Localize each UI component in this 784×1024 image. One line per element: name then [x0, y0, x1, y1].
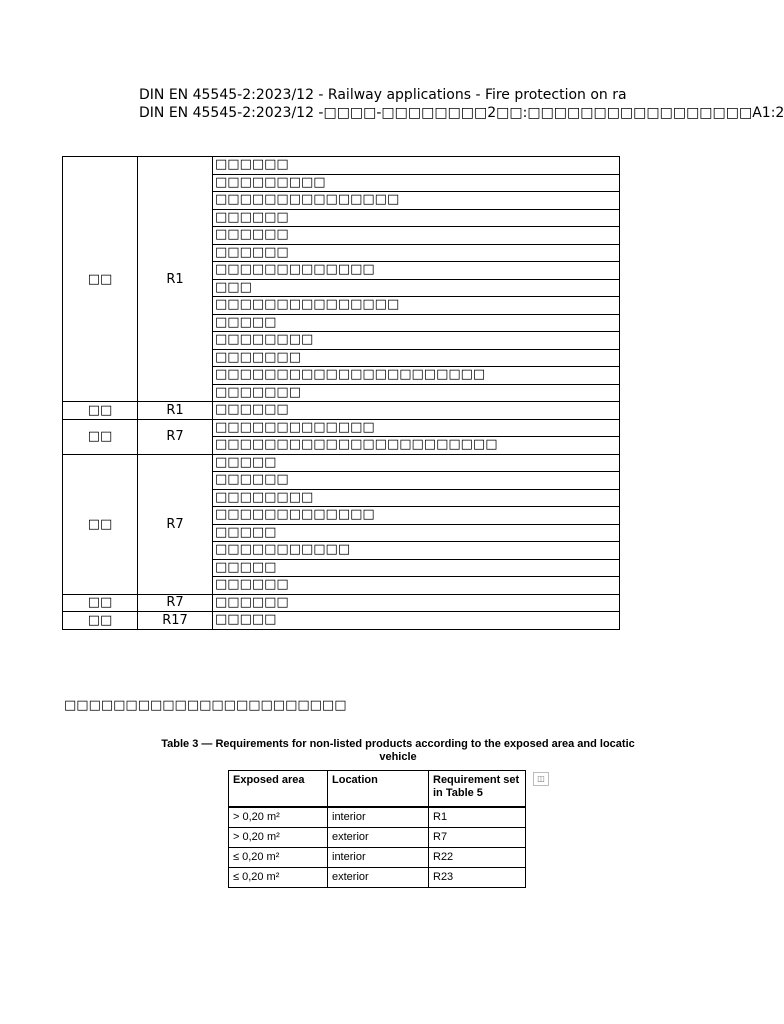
component-cell: □□□□□□□ [213, 384, 620, 402]
requirement-cell: R17 [138, 612, 213, 630]
component-cell: □□□□□ [213, 454, 620, 472]
table-row [63, 157, 620, 175]
component-requirements-table [62, 156, 620, 630]
component-cell: □□□□□□□□□□□□□□□ [213, 192, 620, 210]
zone-cell: □□ [63, 402, 138, 420]
table-row [63, 612, 620, 630]
component-cell: □□□□□□□ [213, 349, 620, 367]
zone-cell: □□ [63, 612, 138, 630]
zone-cell: □□ [63, 419, 138, 454]
component-cell: □□□□□ [213, 559, 620, 577]
table-row [229, 868, 526, 888]
component-cell: □□□□□□□□□□□ [213, 542, 620, 560]
component-requirements-body [63, 157, 620, 630]
component-cell: □□□□□□ [213, 472, 620, 490]
header-location: Location [328, 771, 429, 808]
zone-cell: □□ [63, 454, 138, 594]
note-text: □□□□□□□□□□□□□□□□□□□□□□□ [64, 698, 347, 713]
cell-exposed-area: ≤ 0,20 m² [229, 868, 328, 888]
requirement-cell: R7 [138, 454, 213, 594]
requirement-cell: R1 [138, 402, 213, 420]
component-cell: □□□□□□□□□□□□□□□□□□□□□□□ [213, 437, 620, 455]
cell-location: interior [328, 848, 429, 868]
component-cell: □□□□□□□□ [213, 332, 620, 350]
cell-location: exterior [328, 868, 429, 888]
figure-caption-line-2: vehicle [379, 751, 417, 763]
cell-exposed-area: > 0,20 m² [229, 828, 328, 848]
zone-cell: □□ [63, 594, 138, 612]
title-line-1: DIN EN 45545-2:2023/12 - Railway applications - Fire protection on ra [139, 87, 627, 103]
table-row [229, 828, 526, 848]
table3-figure [88, 738, 635, 900]
component-cell: □□□□□□ [213, 244, 620, 262]
component-cell: □□□□□□□□□□□□□□□□□□□□□□ [213, 367, 620, 385]
component-cell: □□□□□□□□□□□□□□□ [213, 297, 620, 315]
component-cell: □□□□□ [213, 314, 620, 332]
table-row [63, 402, 620, 420]
header-requirement-set: Requirement set in Table 5 [429, 771, 526, 808]
zone-cell: □□ [63, 157, 138, 402]
component-cell: □□□□□□□□□□□□□ [213, 419, 620, 437]
component-cell: □□□□□□ [213, 594, 620, 612]
component-cell: □□□□□□ [213, 209, 620, 227]
component-cell: □□□□□ [213, 612, 620, 630]
figure-caption-line-1: Table 3 — Requirements for non-listed products according to the exposed area and locatic [161, 738, 635, 750]
component-cell: □□□□□□□□□□□□□ [213, 507, 620, 525]
broken-image-icon: ◫ [533, 772, 549, 786]
component-cell: □□□□□□□□ [213, 489, 620, 507]
title-line-2: DIN EN 45545-2:2023/12 -□□□□-□□□□□□□□2□□:□□□□□□□□□□□□□□□□□A1:2 [139, 105, 784, 121]
component-cell: □□□□□□ [213, 157, 620, 175]
cell-location: interior [328, 807, 429, 828]
table-row [229, 807, 526, 828]
cell-requirement: R22 [429, 848, 526, 868]
cell-exposed-area: > 0,20 m² [229, 807, 328, 828]
cell-location: exterior [328, 828, 429, 848]
requirements-table [228, 770, 526, 888]
component-cell: □□□□□□ [213, 402, 620, 420]
cell-requirement: R23 [429, 868, 526, 888]
table-row [63, 419, 620, 437]
component-cell: □□□□□□ [213, 227, 620, 245]
requirement-cell: R7 [138, 419, 213, 454]
cell-requirement: R1 [429, 807, 526, 828]
requirement-cell: R1 [138, 157, 213, 402]
cell-exposed-area: ≤ 0,20 m² [229, 848, 328, 868]
component-cell: □□□ [213, 279, 620, 297]
requirement-cell: R7 [138, 594, 213, 612]
component-cell: □□□□□□□□□□□□□ [213, 262, 620, 280]
table-row [63, 594, 620, 612]
cell-requirement: R7 [429, 828, 526, 848]
table-row [229, 848, 526, 868]
table-row [63, 454, 620, 472]
component-cell: □□□□□ [213, 524, 620, 542]
header-exposed-area: Exposed area [229, 771, 328, 808]
component-cell: □□□□□□ [213, 577, 620, 595]
requirements-header-row [229, 771, 526, 808]
component-cell: □□□□□□□□□ [213, 174, 620, 192]
